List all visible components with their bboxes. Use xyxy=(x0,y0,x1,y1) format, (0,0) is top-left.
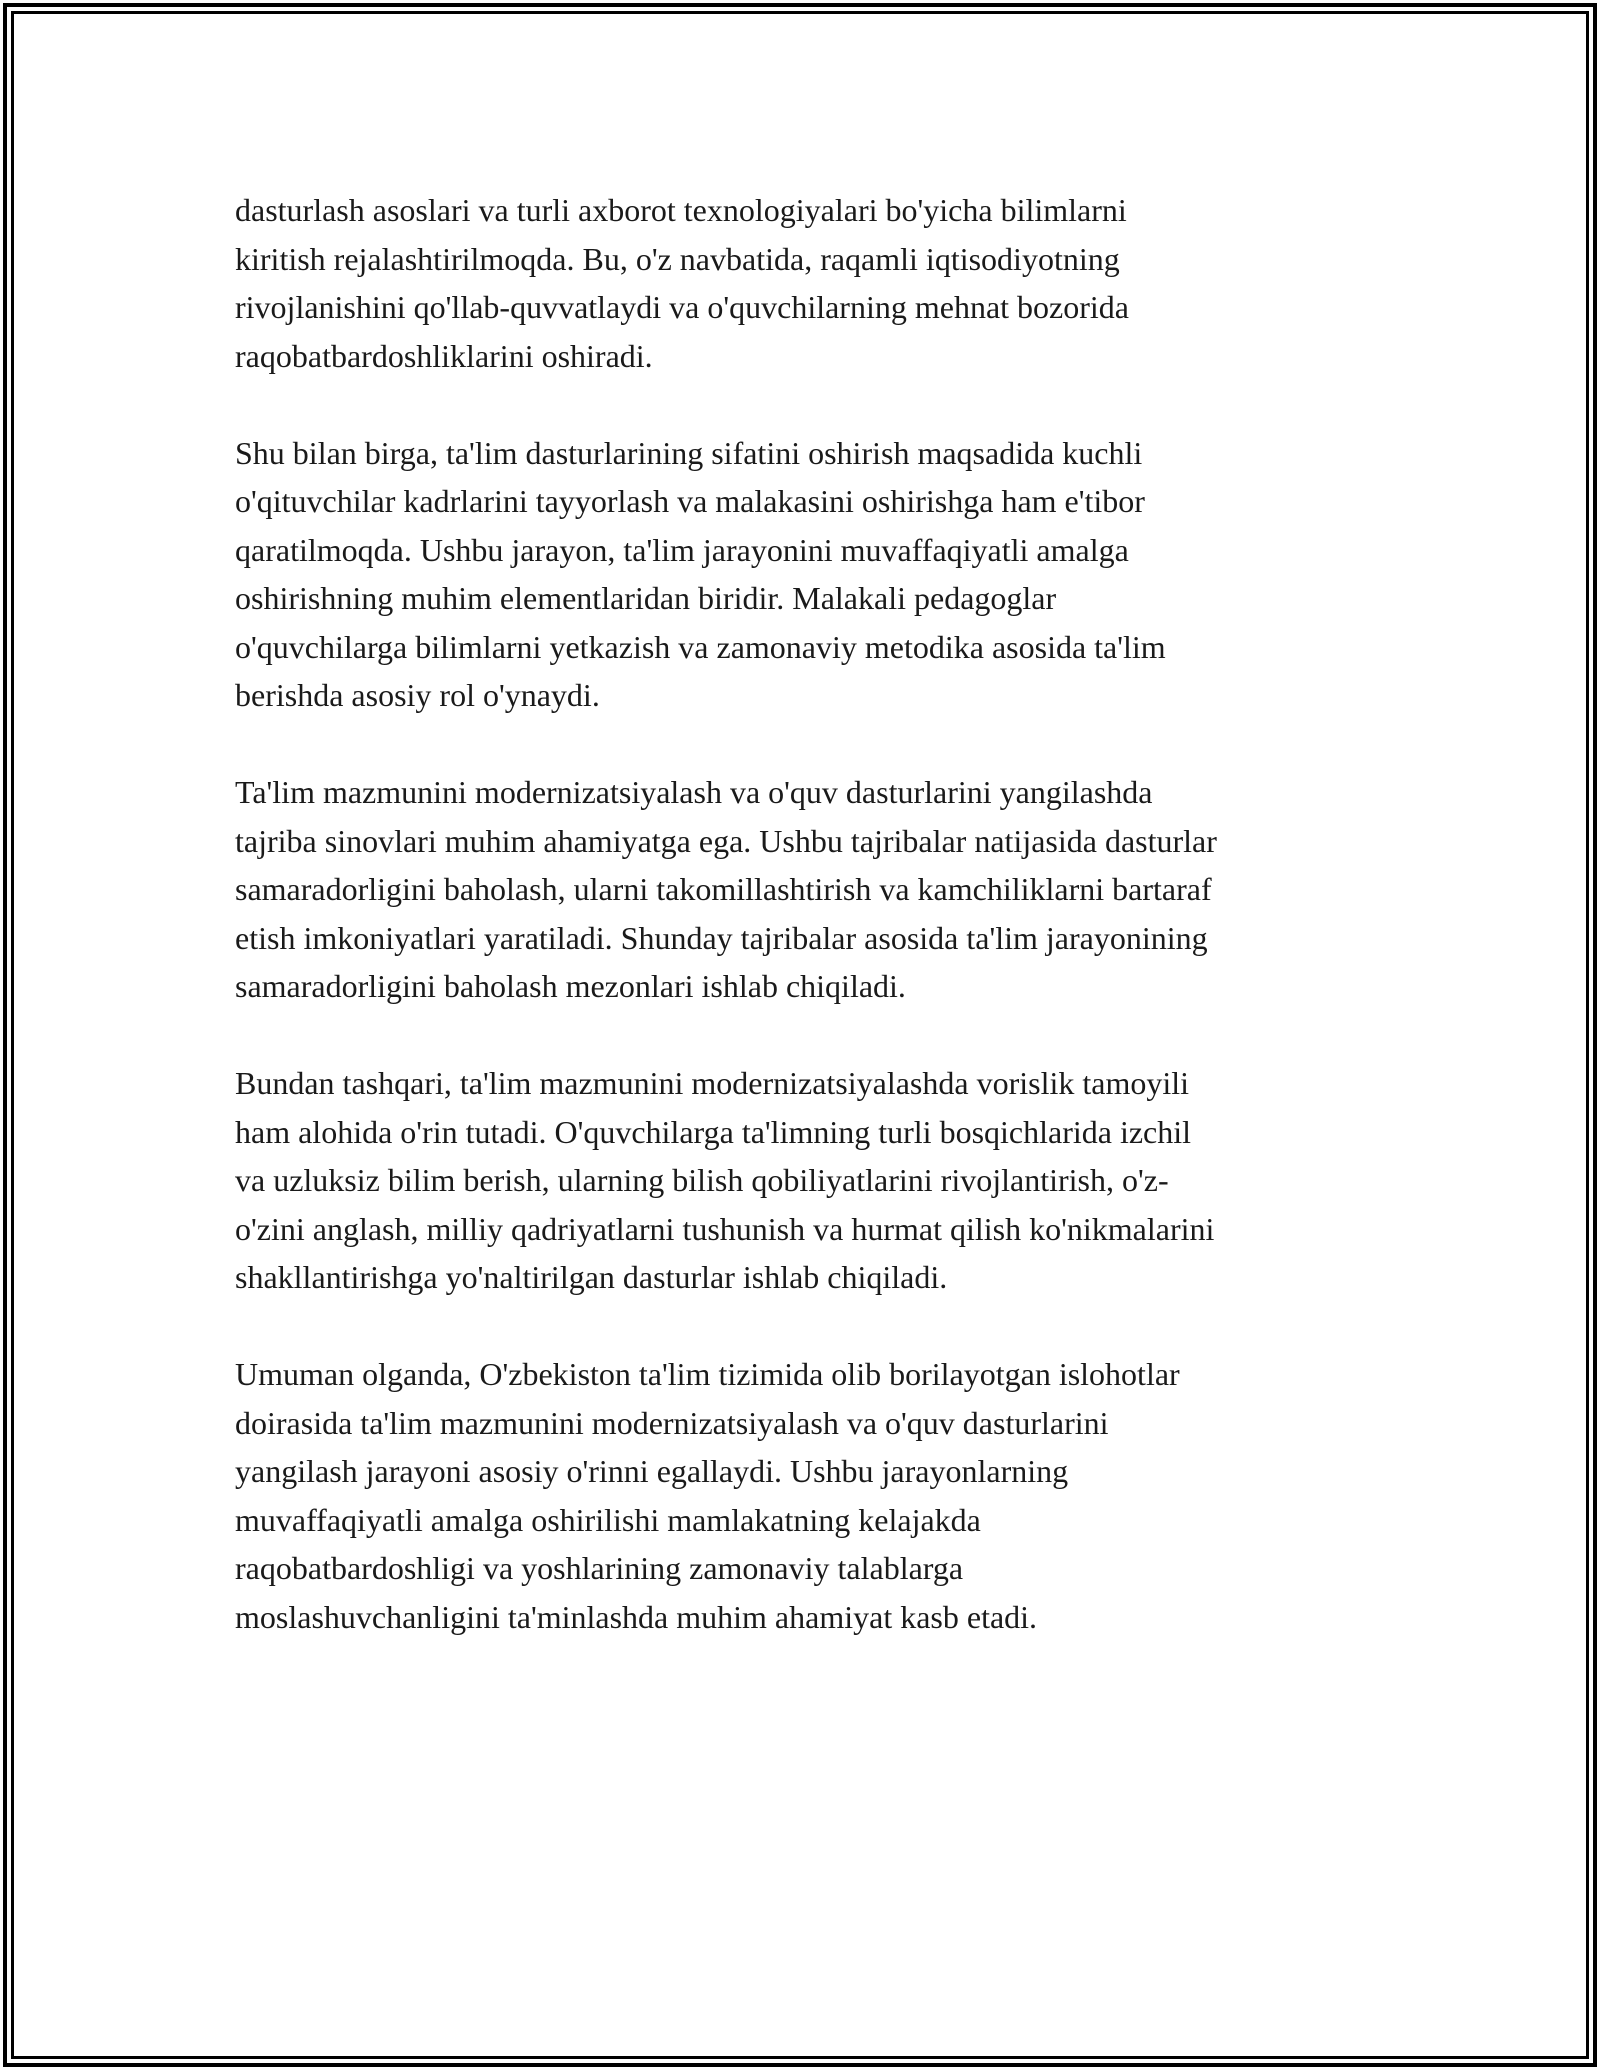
text-line: kiritish rejalashtirilmoqda. Bu, o'z navbatida, raqamli iqtisodiyotning xyxy=(235,240,1120,277)
text-line: Shu bilan birga, ta'lim dasturlarining sifatini oshirish maqsadida kuchli xyxy=(235,434,1143,471)
text-line: oshirishning muhim elementlaridan biridir. Malakali pedagoglar xyxy=(235,580,1057,616)
text-line: tajriba sinovlari muhim ahamiyatga ega. Ushbu tajribalar natijasida dasturlar xyxy=(235,822,1217,859)
text-line: samaradorligini baholash, ularni takomillashtirish va kamchiliklarni bartaraf xyxy=(235,871,1212,907)
text-line: moslashuvchanligini ta'minlashda muhim ahamiyat kasb etadi. xyxy=(235,1598,1038,1635)
text-line: raqobatbardoshligi va yoshlarining zamonaviy talablarga xyxy=(235,1550,964,1586)
text-line: rivojlanishini qo'llab-quvvatlaydi va o'quvchilarning mehnat bozorida xyxy=(235,289,1129,325)
text-line: berishda asosiy rol o'ynaydi. xyxy=(235,677,600,713)
text-line: qaratilmoqda. Ushbu jarayon, ta'lim jarayonini muvaffaqiyatli amalga xyxy=(235,531,1129,568)
paragraph-1 xyxy=(235,186,1365,380)
text-line: o'zini anglash, milliy qadriyatlarni tushunish va hurmat qilish ko'nikmalarini xyxy=(235,1210,1215,1247)
text-line: shakllantirishga yo'naltirilgan dasturlar ishlab chiqiladi. xyxy=(235,1259,948,1295)
paragraph-5 xyxy=(235,1350,1365,1641)
text-line: raqobatbardoshliklarini oshiradi. xyxy=(235,337,653,374)
text-line: yangilash jarayoni asosiy o'rinni egallaydi. Ushbu jarayonlarning xyxy=(235,1453,1069,1489)
text-line: Ta'lim mazmunini modernizatsiyalash va o'quv dasturlarini yangilashda xyxy=(235,774,1153,810)
text-line: samaradorligini baholash mezonlari ishlab chiqiladi. xyxy=(235,968,906,1004)
document-body xyxy=(235,186,1365,1690)
text-line: muvaffaqiyatli amalga oshirilishi mamlakatning kelajakda xyxy=(235,1501,981,1538)
paragraph-2 xyxy=(235,429,1365,720)
text-line: ham alohida o'rin tutadi. O'quvchilarga ta'limning turli bosqichlarida izchil xyxy=(235,1113,1192,1150)
text-line: va uzluksiz bilim berish, ularning bilish qobiliyatlarini rivojlantirish, o'z- xyxy=(235,1162,1169,1198)
text-line: Bundan tashqari, ta'lim mazmunini modernizatsiyalashda vorislik tamoyili xyxy=(235,1065,1190,1101)
paragraph-4 xyxy=(235,1059,1365,1302)
text-line: etish imkoniyatlari yaratiladi. Shunday tajribalar asosida ta'lim jarayonining xyxy=(235,919,1208,956)
paragraph-3 xyxy=(235,768,1365,1011)
text-line: doirasida ta'lim mazmunini modernizatsiyalash va o'quv dasturlarini xyxy=(235,1404,1109,1441)
text-line: o'qituvchilar kadrlarini tayyorlash va malakasini oshirishga ham e'tibor xyxy=(235,483,1145,519)
text-line: Umuman olganda, O'zbekiston ta'lim tizimida olib borilayotgan islohotlar xyxy=(235,1356,1180,1392)
text-line: dasturlash asoslari va turli axborot texnologiyalari bo'yicha bilimlarni xyxy=(235,192,1127,228)
text-line: o'quvchilarga bilimlarni yetkazish va zamonaviy metodika asosida ta'lim xyxy=(235,628,1166,665)
